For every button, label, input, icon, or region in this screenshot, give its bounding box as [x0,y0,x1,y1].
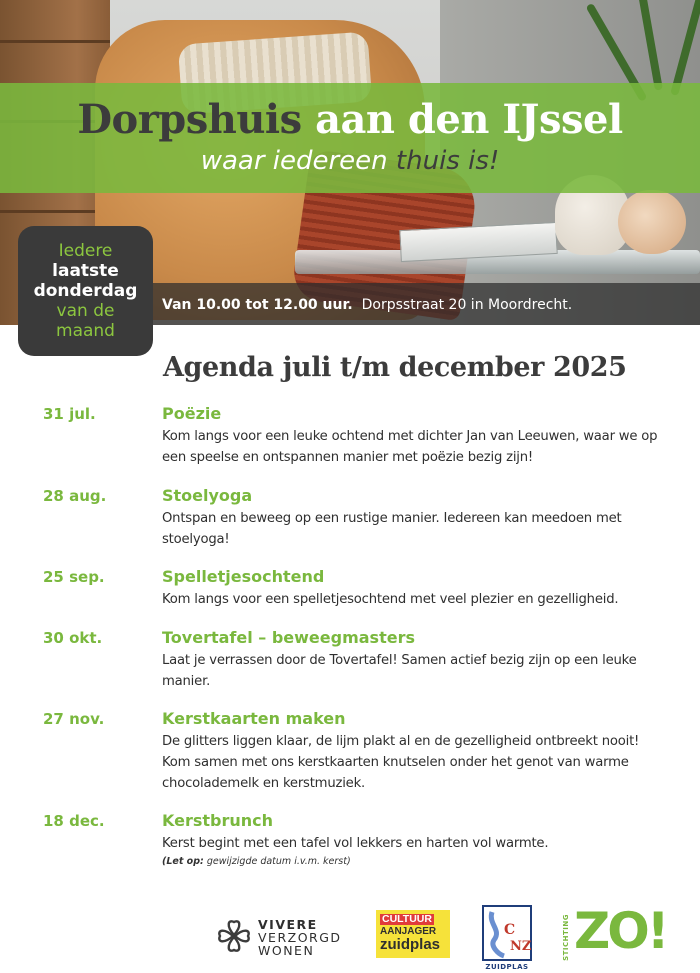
scnz-label: ZUIDPLAS [485,963,529,971]
cultuur-aanjager-logo [376,910,450,958]
vivere-logo [214,912,354,962]
event-description: Kerst begint met een tafel vol lekkers en harten vol warmte. [162,836,549,851]
subtitle-part-dark: thuis is! [395,146,500,176]
sponsor-logos [0,900,700,973]
event-description: De glitters liggen klaar, de lijm plakt al en de gezelligheid ontbreekt nooit! Kom samen met ons kerstkaarten knutselen onder het genot van warme chocolademelk en kerstmuziek. [162,734,640,791]
vivere-line-1: VIVERE [258,917,318,932]
badge-line-4: van de [56,301,115,321]
zo-side-label: STICHTING [562,914,570,961]
event-date: 25 sep. [43,568,105,586]
cultuur-line-2: AANJAGER [380,926,437,937]
event-date: 27 nov. [43,710,105,728]
title-part-dark: Dorpshuis [77,96,302,143]
cultuur-line-1: CULTUUR [382,913,432,925]
note-label: (Let op: [162,856,204,867]
event-title: Spelletjesochtend [162,567,325,586]
event-date: 28 aug. [43,487,107,505]
badge-line-2: laatste [52,261,119,281]
badge-line-5: maand [56,321,115,341]
event-date: 31 jul. [43,405,96,423]
subtitle-part-white: waar iedereen [200,146,388,176]
address: Dorpsstraat 20 in Moordrecht. [361,297,573,313]
event-title: Poëzie [162,404,222,423]
clover-icon [214,916,254,956]
title-part-white: aan den IJssel [315,96,623,143]
photo-vase-small [618,190,686,254]
page-title [0,92,700,148]
event-description: Laat je verrassen door de Tovertafel! Samen actief bezig zijn op een leuke manier. [162,653,637,689]
vivere-line-2: VERZORGD [258,930,342,945]
vivere-wordmark [258,918,342,957]
event-title: Kerstkaarten maken [162,709,346,728]
zo-wordmark: ZO! [574,902,667,960]
scnz-emblem-icon [480,904,534,962]
opening-time: Van 10.00 tot 12.00 uur. [162,297,353,313]
cultuur-line-3: zuidplas [380,936,441,953]
agenda-heading: Agenda juli t/m december 2025 [163,352,627,383]
scnz-logo [480,904,534,972]
event-date: 18 dec. [43,812,105,830]
note-text: gewijzigde datum i.v.m. kerst) [206,856,351,867]
svg-text:NZ: NZ [510,939,532,954]
event-description: Kom langs voor een leuke ochtend met dichter Jan van Leeuwen, waar we op een speelse en ontspannen manier met poëzie bezig zijn! [162,429,658,465]
event-description: Kom langs voor een spelletjesochtend met veel plezier en gezelligheid. [162,592,619,607]
badge-line-3: donderdag [33,281,138,301]
badge-line-1: Iedere [58,241,113,261]
schedule-badge [18,226,153,356]
event-title: Tovertafel – beweegmasters [162,628,415,647]
page-subtitle [0,143,700,179]
event-description: Ontspan en beweeg op een rustige manier. Iedereen kan meedoen met stoelyoga! [162,511,622,547]
event-note [162,856,351,867]
stichting-zo-logo [562,902,667,964]
event-title: Kerstbrunch [162,811,274,830]
time-location-info [162,296,572,314]
vivere-line-3: WONEN [258,943,315,958]
event-date: 30 okt. [43,629,103,647]
event-title: Stoelyoga [162,486,253,505]
svg-text:C: C [504,922,516,938]
